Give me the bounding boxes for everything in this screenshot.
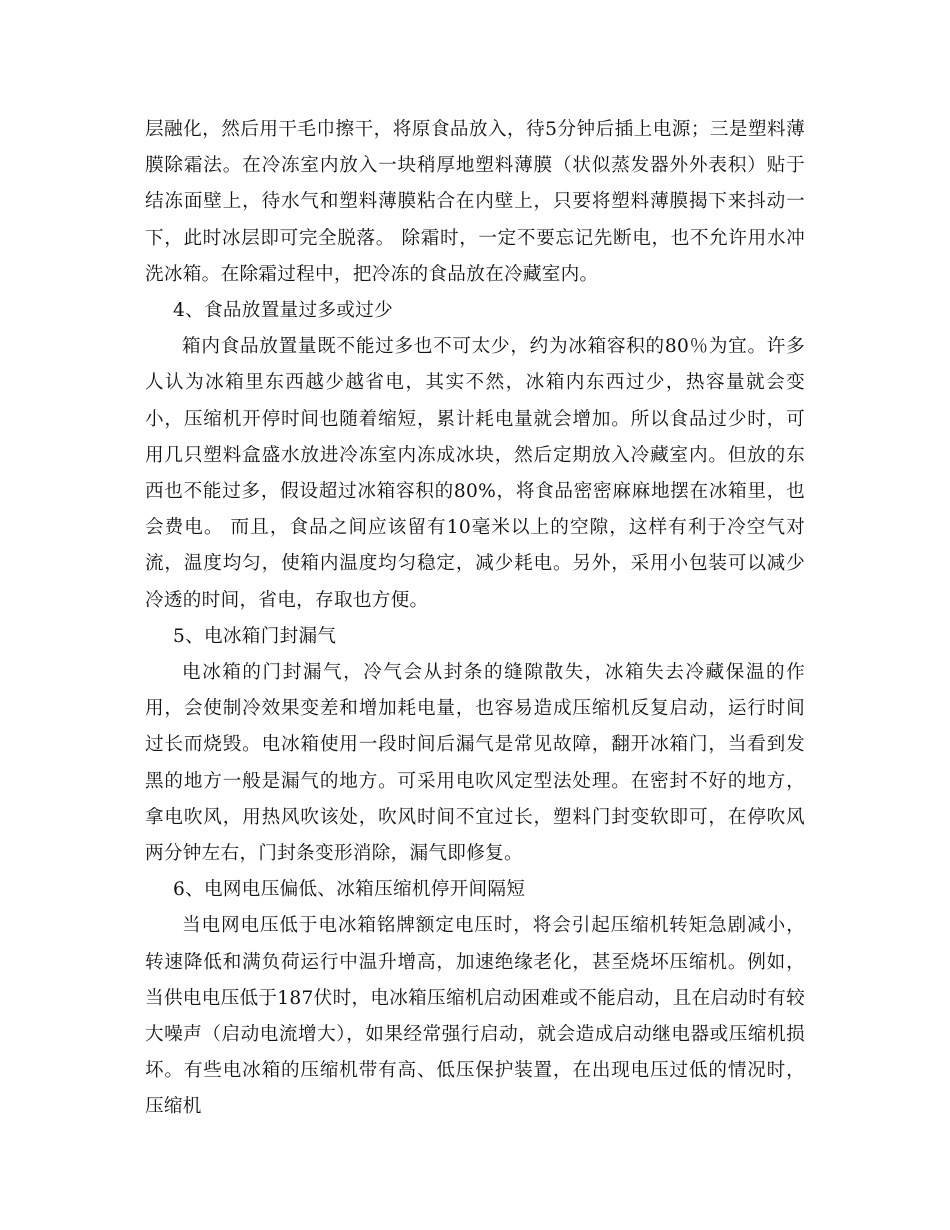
section-heading-5: 5、电冰箱门封漏气	[173, 625, 337, 647]
document-body	[145, 112, 805, 1126]
paragraph-food-quantity: 箱内食品放置量既不能过多也不可太少，约为冰箱容积的80％为宜。许多人认为冰箱里东西越少越省电，其实不然，冰箱内东西过少，热容量就会变小，压缩机开停时间也随着缩短，累计耗电量就会增加。所以食品过少时，可用几只塑料盒盛水放进冷冻室内冻成冰块，然后定期放入冷藏室内。但放的东西也不能过多，假设超过冰箱容积的80%，将食品密密麻麻地摆在冰箱里，也会费电。 而且，食品之间应该留有10毫米以上的空隙，这样有利于冷空气对流，温度均匀，使箱内温度均匀稳定，减少耗电。另外，采用小包装可以减少冷透的时间，省电，存取也方便。	[145, 336, 805, 611]
section-heading-6: 6、电网电压偏低、冰箱压缩机停开间隔短	[173, 879, 526, 901]
paragraph-defrost-methods: 层融化，然后用干毛巾擦干，将原食品放入，待5分钟后插上电源；三是塑料薄膜除霜法。在冷冻室内放入一块稍厚地塑料薄膜（状似蒸发器外外表积）贴于结冻面壁上，待水气和塑料薄膜粘合在内壁上，只要将塑料薄膜揭下来抖动一下，此时冰层即可完全脱落。 除霜时，一定不要忘记先断电，也不允许用水冲洗冰箱。在除霜过程中，把冷冻的食品放在冷藏室内。	[145, 119, 805, 285]
section-heading-4: 4、食品放置量过多或过少	[173, 300, 393, 322]
paragraph-low-voltage: 当电网电压低于电冰箱铭牌额定电压时，将会引起压缩机转矩急剧减小，转速降低和满负荷运行中温升增高，加速绝缘老化，甚至烧坏压缩机。例如，当供电电压低于187伏时，电冰箱压缩机启动困难或不能启动，且在启动时有较大噪声（启动电流增大），如果经常强行启动，就会造成启动继电器或压缩机损坏。有些电冰箱的压缩机带有高、低压保护装置，在出现电压过低的情况时，压缩机	[145, 915, 805, 1118]
paragraph-door-seal: 电冰箱的门封漏气，冷气会从封条的缝隙散失，冰箱失去冷藏保温的作用，会使制冷效果变差和增加耗电量，也容易造成压缩机反复启动，运行时间过长而烧毁。电冰箱使用一段时间后漏气是常见故障，翻开冰箱门，当看到发黑的地方一般是漏气的地方。可采用电吹风定型法处理。在密封不好的地方，拿电吹风，用热风吹该处，吹风时间不宜过长，塑料门封变软即可，在停吹风两分钟左右，门封条变形消除，漏气即修复。	[145, 662, 805, 865]
